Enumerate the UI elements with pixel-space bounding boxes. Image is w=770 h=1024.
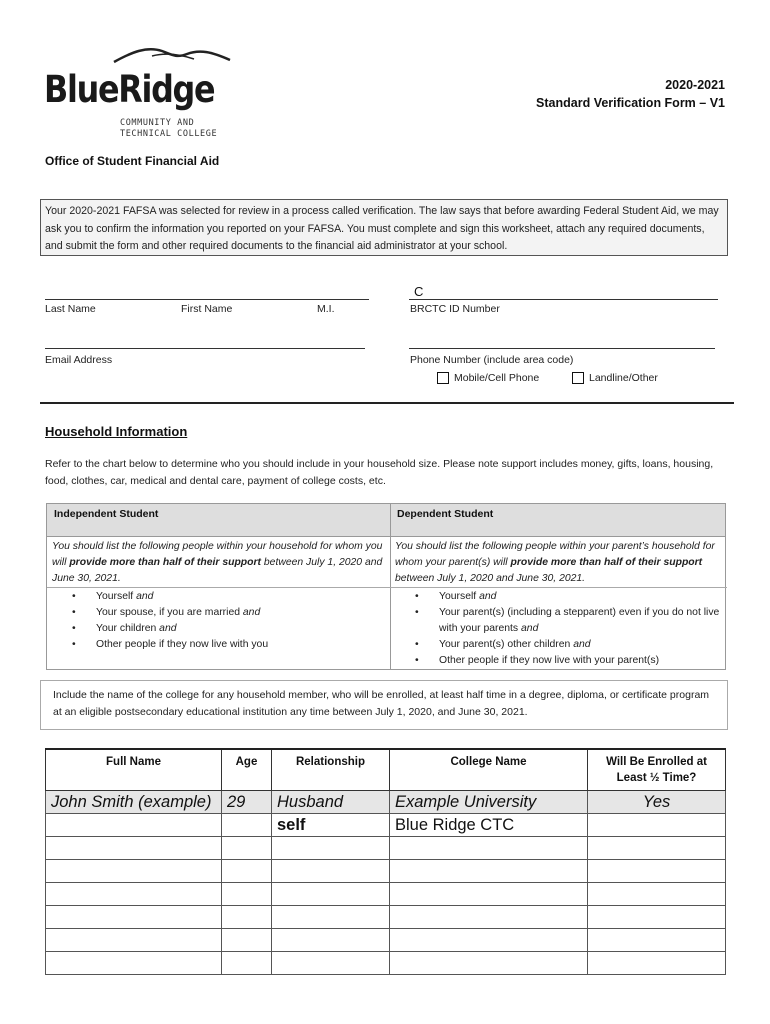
- age-cell[interactable]: [222, 860, 272, 883]
- table-row: [46, 814, 726, 837]
- name-cell[interactable]: [46, 837, 222, 860]
- enrolled-cell[interactable]: [588, 837, 726, 860]
- example-college: Example University: [390, 791, 588, 814]
- section-divider: [40, 402, 734, 404]
- age-cell[interactable]: [222, 883, 272, 906]
- relationship-cell[interactable]: self: [272, 814, 390, 837]
- table-row: [46, 837, 726, 860]
- id-label: BRCTC ID Number: [410, 303, 500, 315]
- logo-subtitle-line2: TECHNICAL COLLEGE: [120, 129, 218, 139]
- list-item: • Yourself and: [395, 589, 722, 605]
- relationship-cell[interactable]: [272, 837, 390, 860]
- college-cell[interactable]: [390, 860, 588, 883]
- mi-label: M.I.: [317, 303, 335, 315]
- list-item: • Your spouse, if you are married and: [52, 605, 385, 621]
- relationship-cell[interactable]: [272, 929, 390, 952]
- table-row: [46, 929, 726, 952]
- enrolled-header: Will Be Enrolled at Least ½ Time?: [588, 749, 726, 791]
- list-item: • Other people if they now live with you: [52, 637, 385, 653]
- office-title: Office of Student Financial Aid: [45, 154, 220, 168]
- name-input-line[interactable]: [45, 299, 369, 300]
- college-note: Include the name of the college for any household member, who will be enrolled, at least half time in a degree, diploma, or certificate program at an eligible postsecondary educational institution any time between July 1, 2020, and June 30, 2021.: [40, 680, 728, 730]
- table-row: [46, 883, 726, 906]
- household-intro: Refer to the chart below to determine who you should include in your household size. Please note support includes money, gifts, loans, housing, food, clothes, car, medical and dental care, payment of college costs, etc.: [45, 458, 714, 487]
- mobile-label: Mobile/Cell Phone: [454, 372, 540, 384]
- relationship-cell[interactable]: [272, 883, 390, 906]
- name-cell[interactable]: [46, 860, 222, 883]
- relationship-cell[interactable]: [272, 860, 390, 883]
- age-cell[interactable]: [222, 929, 272, 952]
- college-cell[interactable]: [390, 906, 588, 929]
- table-header-row: [46, 749, 726, 791]
- college-name-header: College Name: [390, 749, 588, 791]
- relationship-cell[interactable]: [272, 906, 390, 929]
- mobile-checkbox[interactable]: [437, 372, 449, 384]
- college-cell[interactable]: [390, 837, 588, 860]
- college-cell[interactable]: [390, 929, 588, 952]
- household-heading: Household Information: [45, 424, 188, 439]
- id-input-line[interactable]: [409, 299, 718, 300]
- independent-list: [52, 589, 385, 653]
- last-name-label: Last Name: [45, 303, 96, 315]
- relationship-header: Relationship: [272, 749, 390, 791]
- dependent-text: You should list the following people within your parent’s household for whom your parent(s) will provide more than half of their support between July 1, 2020 and June 30, 2021.: [395, 541, 715, 584]
- name-cell[interactable]: [46, 814, 222, 837]
- relationship-cell[interactable]: [272, 952, 390, 975]
- landline-checkbox[interactable]: [572, 372, 584, 384]
- independent-text: You should list the following people within your household for whom you will provide more than half of their support between July 1, 2020 and June 30, 2021.: [52, 541, 383, 584]
- list-item: • Other people if they now live with your parent(s): [395, 653, 722, 669]
- table-row: [46, 906, 726, 929]
- example-enrolled: Yes: [588, 791, 726, 814]
- table-row: [46, 952, 726, 975]
- phone-input-line[interactable]: [409, 348, 715, 349]
- student-type-table: [46, 503, 726, 670]
- full-name-header: Full Name: [46, 749, 222, 791]
- dependent-body: [390, 539, 727, 669]
- list-item: • Your parent(s) other children and: [395, 637, 722, 653]
- list-item: • Your parent(s) (including a stepparent) even if you do not live with your parents and: [395, 605, 722, 637]
- name-cell[interactable]: [46, 929, 222, 952]
- name-cell[interactable]: [46, 952, 222, 975]
- intro-paragraph: Your 2020-2021 FAFSA was selected for review in a process called verification. The law says that before awarding Federal Student Aid, we may ask you to confirm the information you reported on your FAFSA. You must complete and sign this worksheet, attach any required documents, and submit the form and other required documents to the financial aid administrator at your school.: [40, 199, 728, 256]
- logo-wordmark: BlueRidge: [44, 68, 215, 111]
- table-row: [46, 860, 726, 883]
- logo-subtitle-line1: COMMUNITY AND: [120, 118, 195, 128]
- enrolled-cell[interactable]: [588, 814, 726, 837]
- enrolled-cell[interactable]: [588, 883, 726, 906]
- dependent-header: Dependent Student: [390, 504, 725, 537]
- form-title: Standard Verification Form – V1: [536, 96, 725, 110]
- id-prefix: C: [414, 284, 424, 299]
- college-cell[interactable]: [390, 883, 588, 906]
- independent-header: Independent Student: [47, 504, 390, 537]
- dependent-list: [395, 589, 722, 669]
- enrolled-cell[interactable]: [588, 860, 726, 883]
- name-cell[interactable]: [46, 906, 222, 929]
- name-cell[interactable]: [46, 883, 222, 906]
- age-cell[interactable]: [222, 837, 272, 860]
- age-header: Age: [222, 749, 272, 791]
- independent-body: [47, 539, 390, 653]
- example-relationship: Husband: [272, 791, 390, 814]
- example-age: 29: [222, 791, 272, 814]
- form-year: 2020-2021: [665, 78, 725, 92]
- first-name-label: First Name: [181, 303, 233, 315]
- example-name: John Smith (example): [46, 791, 222, 814]
- example-row: [46, 791, 726, 814]
- age-cell[interactable]: [222, 906, 272, 929]
- age-cell[interactable]: [222, 814, 272, 837]
- college-cell[interactable]: Blue Ridge CTC: [390, 814, 588, 837]
- list-item: • Your children and: [52, 621, 385, 637]
- mountain-ridge-icon: [112, 46, 232, 68]
- enrolled-cell[interactable]: [588, 952, 726, 975]
- age-cell[interactable]: [222, 952, 272, 975]
- household-members-table: [45, 748, 726, 975]
- college-cell[interactable]: [390, 952, 588, 975]
- email-input-line[interactable]: [45, 348, 365, 349]
- email-label: Email Address: [45, 354, 113, 366]
- logo-subtitle: [120, 118, 217, 140]
- list-item: • Yourself and: [52, 589, 385, 605]
- enrolled-cell[interactable]: [588, 929, 726, 952]
- college-logo: [44, 46, 234, 146]
- enrolled-cell[interactable]: [588, 906, 726, 929]
- landline-label: Landline/Other: [589, 372, 658, 384]
- phone-label: Phone Number (include area code): [410, 354, 574, 366]
